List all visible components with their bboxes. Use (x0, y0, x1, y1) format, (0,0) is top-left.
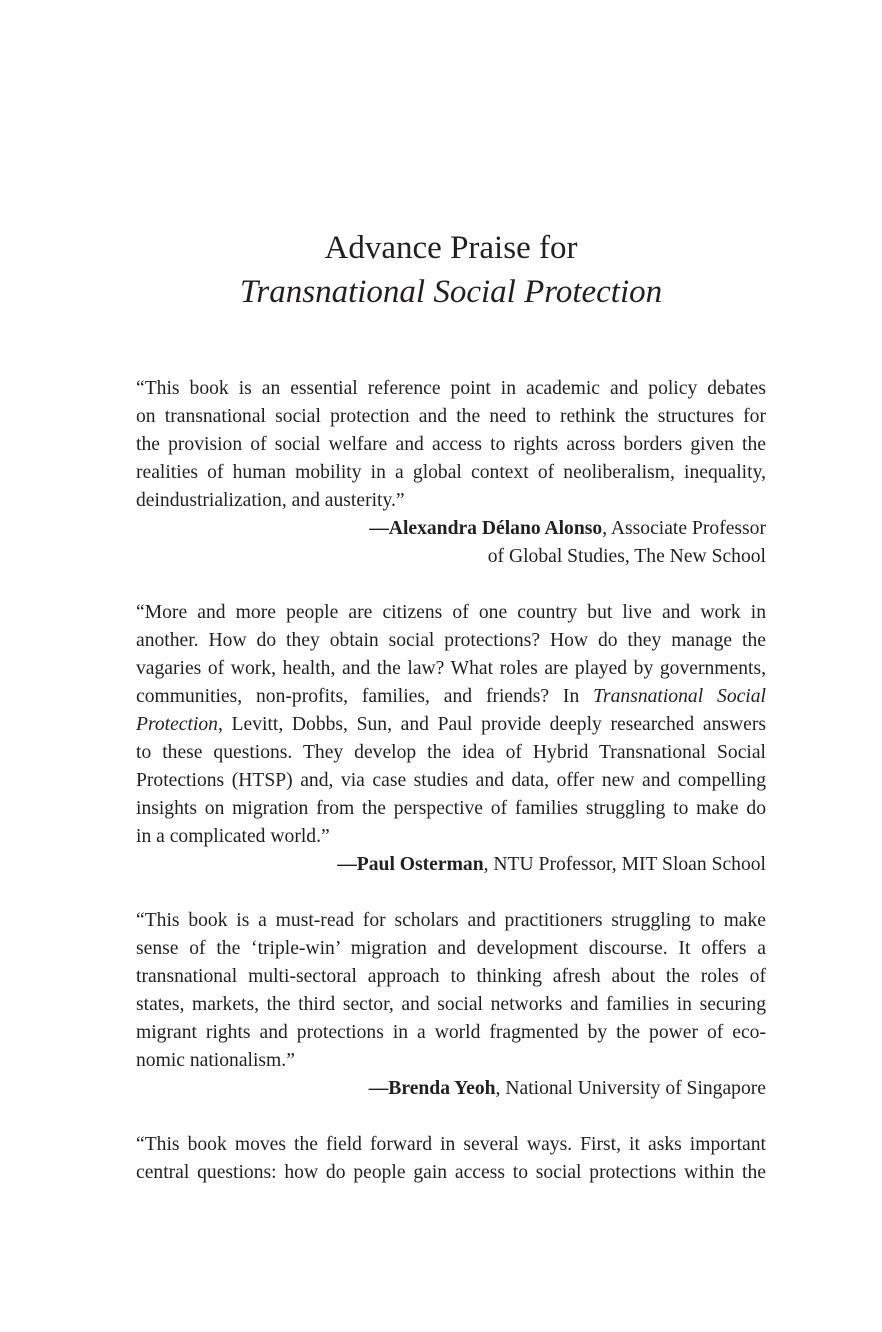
quote-line: insights on migration from the perspective of families struggling to make do (136, 798, 766, 819)
quote-line: central questions: how do people gain access to social protections within the (136, 1162, 766, 1183)
quote-line: “This book is an essential reference point in academic and policy debates (136, 378, 766, 399)
quote-line: states, markets, the third sector, and social networks and families in securing (136, 994, 766, 1015)
quote-line: in a complicated world.” (136, 826, 330, 847)
title-line-1: Advance Praise for (324, 230, 578, 266)
attribution-dash: — (368, 1078, 389, 1099)
praise-quote-2 (136, 599, 766, 879)
quote-line: sense of the ‘triple-win’ migration and development discourse. It offers a (136, 938, 766, 959)
attribution-affiliation: , Associate Professor (602, 518, 766, 539)
praise-quotes (136, 375, 766, 1187)
attribution-name: Paul Osterman (356, 854, 484, 875)
attribution-name: Brenda Yeoh (388, 1078, 496, 1099)
attribution-affiliation: , National University of Singapore (495, 1078, 766, 1099)
book-title-mention: Protection (136, 714, 218, 735)
attribution-dash: — (337, 854, 357, 875)
quote-line: the provision of social welfare and access to rights across borders given the (136, 434, 766, 455)
quote-line: another. How do they obtain social protections? How do they manage the (136, 630, 766, 651)
book-title-mention: Transnational Social (593, 686, 766, 707)
quote-line: “This book moves the field forward in several ways. First, it asks important (136, 1134, 766, 1155)
attribution-dash: — (369, 518, 389, 539)
quote-line: deindustrialization, and austerity.” (136, 490, 405, 511)
attribution-affiliation: of Global Studies, The New School (487, 546, 766, 567)
quote-line: realities of human mobility in a global context of neoliberalism, inequality, (136, 462, 766, 483)
book-title: Transnational Social Protection (239, 274, 663, 310)
quote-attribution (136, 851, 766, 879)
attribution-name: Alexandra Délano Alonso (388, 518, 603, 539)
quote-line: Protection, Levitt, Dobbs, Sun, and Paul provide deeply researched answers (136, 714, 766, 735)
quote-line: nomic nationalism.” (136, 1050, 295, 1071)
quote-line: transnational multi-sectoral approach to thinking afresh about the roles of (136, 966, 766, 987)
praise-quote-4 (136, 1131, 766, 1187)
quote-attribution (136, 515, 766, 571)
praise-quote-3 (136, 907, 766, 1103)
quote-line: “This book is a must-read for scholars and practitioners struggling to make (136, 910, 766, 931)
quote-text (136, 1131, 766, 1187)
quote-text (136, 375, 766, 515)
quote-text (136, 599, 766, 851)
quote-line: Protections (HTSP) and, via case studies and data, offer new and compelling (136, 770, 766, 791)
quote-text (136, 907, 766, 1075)
praise-quote-1 (136, 375, 766, 571)
attribution-affiliation: , NTU Professor, MIT Sloan School (483, 854, 766, 875)
quote-line: “More and more people are citizens of one country but live and work in (136, 602, 766, 623)
quote-line: migrant rights and protections in a world fragmented by the power of eco- (136, 1022, 766, 1043)
quote-attribution (136, 1075, 766, 1103)
quote-line: communities, non-profits, families, and friends? In Transnational Social (136, 686, 766, 707)
page-title (136, 226, 766, 314)
quote-line: on transnational social protection and the need to rethink the structures for (136, 406, 766, 427)
quote-line: vagaries of work, health, and the law? What roles are played by governments, (136, 658, 766, 679)
quote-line: to these questions. They develop the idea of Hybrid Transnational Social (136, 742, 766, 763)
